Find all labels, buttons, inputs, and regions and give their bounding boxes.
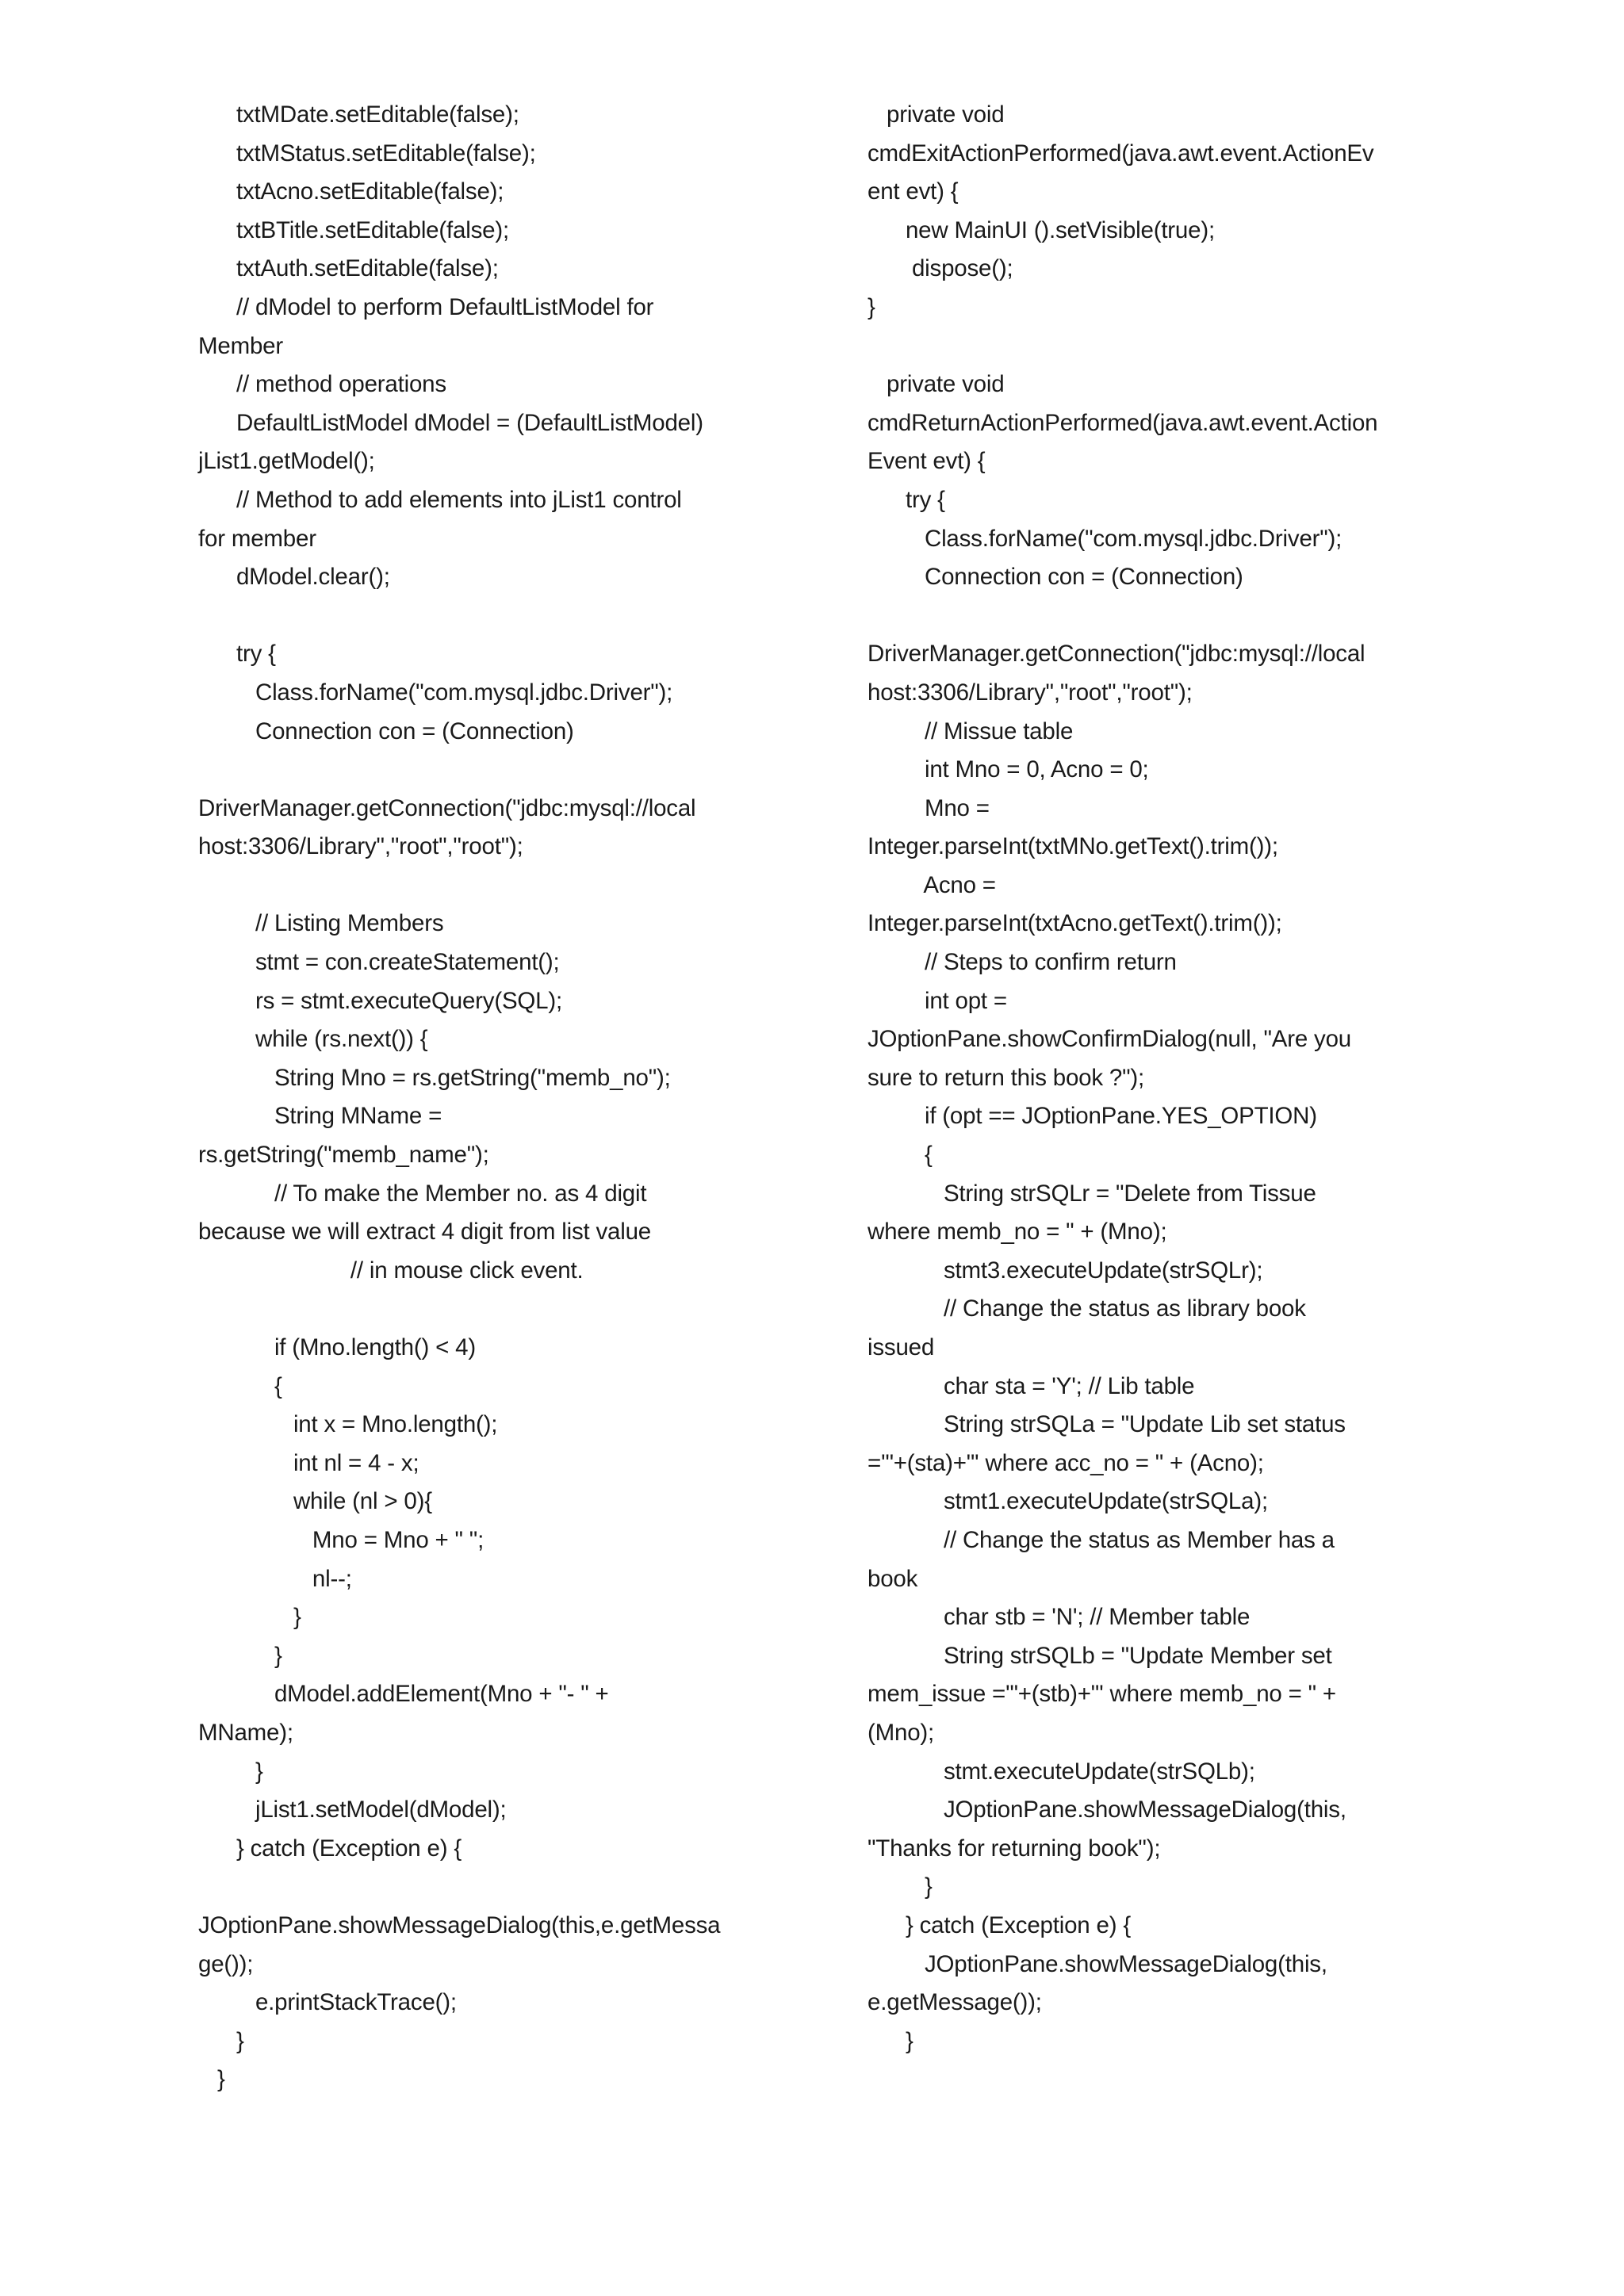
code-line: // method operations (198, 371, 446, 398)
code-line: int nl = 4 - x; (198, 1449, 419, 1476)
code-line: book (868, 1565, 918, 1592)
code-line: ge()); (198, 1950, 254, 1977)
code-line: because we will extract 4 digit from list value (198, 1219, 652, 1246)
code-line: DefaultListModel dModel = (DefaultListModel) (198, 409, 703, 436)
code-line: jList1.getModel(); (198, 448, 375, 475)
code-line: // Missue table (868, 718, 1074, 744)
code-line: // dModel to perform DefaultListModel for (198, 293, 654, 320)
code-line: txtBTitle.setEditable(false); (198, 216, 509, 243)
code-line: JOptionPane.showMessageDialog(this, (868, 1797, 1346, 1823)
code-line: for member (198, 525, 316, 552)
code-line: // Method to add elements into jList1 control (198, 486, 682, 513)
code-line: Integer.parseInt(txtAcno.getText().trim()); (868, 910, 1282, 937)
code-line: cmdExitActionPerformed(java.awt.event.ActionEv (868, 140, 1374, 166)
code-line: DriverManager.getConnection("jdbc:mysql://local (198, 794, 696, 821)
code-line: cmdReturnActionPerformed(java.awt.event.Action (868, 409, 1378, 436)
code-line: Connection con = (Connection) (198, 718, 574, 744)
code-line: (Mno); (868, 1719, 935, 1746)
code-line: txtMDate.setEditable(false); (198, 101, 519, 128)
code-line: stmt1.executeUpdate(strSQLa); (868, 1488, 1268, 1515)
code-line: issued (868, 1334, 935, 1360)
code-line: JOptionPane.showMessageDialog(this,e.getMessa (198, 1911, 721, 1938)
code-line: // Change the status as Member has a (868, 1526, 1335, 1553)
code-line: where memb_no = " + (Mno); (868, 1219, 1167, 1246)
code-column-right (868, 96, 1454, 2061)
code-line: Mno = (868, 794, 990, 821)
code-line: char sta = 'Y'; // Lib table (868, 1372, 1195, 1399)
code-line: String strSQLb = "Update Member set (868, 1642, 1332, 1669)
code-line: e.getMessage()); (868, 1989, 1042, 2016)
code-line: } (198, 2066, 225, 2093)
code-line: // Change the status as library book (868, 1295, 1306, 1322)
code-line: stmt3.executeUpdate(strSQLr); (868, 1257, 1263, 1284)
code-line: nl--; (198, 1565, 352, 1592)
code-line: txtMStatus.setEditable(false); (198, 140, 536, 166)
code-line: rs = stmt.executeQuery(SQL); (198, 987, 562, 1014)
code-line: rs.getString("memb_name"); (198, 1142, 489, 1169)
code-line: Event evt) { (868, 448, 986, 475)
code-line: } (198, 1758, 263, 1785)
code-line: while (rs.next()) { (198, 1026, 428, 1053)
code-line: String Mno = rs.getString("memb_no"); (198, 1064, 671, 1091)
code-line: } (868, 1873, 933, 1900)
code-line: JOptionPane.showMessageDialog(this, (868, 1950, 1327, 1977)
code-line: // in mouse click event. (198, 1257, 584, 1284)
code-line: DriverManager.getConnection("jdbc:mysql://local (868, 641, 1365, 668)
code-line: } (198, 2027, 244, 2054)
code-line (198, 751, 785, 790)
code-line: private void (868, 101, 1005, 128)
code-line: JOptionPane.showConfirmDialog(null, "Are you (868, 1026, 1351, 1053)
code-line: while (nl > 0){ (198, 1488, 432, 1515)
code-line: e.printStackTrace(); (198, 1989, 457, 2016)
code-line: // Steps to confirm return (868, 949, 1177, 976)
code-line: // Listing Members (198, 910, 444, 937)
code-line: String MName = (198, 1103, 442, 1130)
code-line: dispose(); (868, 255, 1013, 282)
code-line: if (opt == JOptionPane.YES_OPTION) (868, 1103, 1317, 1130)
code-line: "Thanks for returning book"); (868, 1835, 1161, 1862)
code-line: dModel.clear(); (198, 564, 390, 591)
code-line: } (868, 293, 875, 320)
code-line: ent evt) { (868, 178, 959, 205)
code-line: } catch (Exception e) { (198, 1835, 462, 1862)
code-line: char stb = 'N'; // Member table (868, 1604, 1251, 1631)
code-line: Integer.parseInt(txtMNo.getText().trim()); (868, 833, 1278, 860)
code-line: stmt.executeUpdate(strSQLb); (868, 1758, 1255, 1785)
code-line: Acno = (868, 871, 996, 898)
code-line (198, 1868, 785, 1907)
code-line: jList1.setModel(dModel); (198, 1797, 507, 1823)
code-line: Mno = Mno + " "; (198, 1526, 485, 1553)
code-line: txtAuth.setEditable(false); (198, 255, 499, 282)
code-line: try { (198, 641, 276, 668)
code-line: { (868, 1142, 933, 1169)
code-line: stmt = con.createStatement(); (198, 949, 560, 976)
code-line: { (198, 1372, 282, 1399)
code-line: host:3306/Library","root","root"); (198, 833, 523, 860)
code-line (198, 597, 785, 636)
code-line (198, 867, 785, 905)
code-line: try { (868, 486, 945, 513)
code-line: host:3306/Library","root","root"); (868, 679, 1193, 706)
code-line: new MainUI ().setVisible(true); (868, 216, 1215, 243)
code-line: } catch (Exception e) { (868, 1911, 1131, 1938)
code-line (868, 327, 1454, 366)
code-line: int Mno = 0, Acno = 0; (868, 756, 1149, 783)
code-line: Member (198, 332, 283, 359)
code-line: MName); (198, 1719, 293, 1746)
code-line: if (Mno.length() < 4) (198, 1334, 476, 1360)
code-line: String strSQLr = "Delete from Tissue (868, 1180, 1316, 1207)
code-line: int x = Mno.length(); (198, 1411, 498, 1438)
code-line: ='"+(sta)+"' where acc_no = " + (Acno); (868, 1449, 1264, 1476)
code-column-left (198, 96, 785, 2099)
code-line: Connection con = (Connection) (868, 564, 1243, 591)
code-line: // To make the Member no. as 4 digit (198, 1180, 647, 1207)
code-line: int opt = (868, 987, 1007, 1014)
code-line: private void (868, 371, 1005, 398)
code-line: } (198, 1642, 282, 1669)
code-line: } (198, 1604, 301, 1631)
code-line: Class.forName("com.mysql.jdbc.Driver"); (198, 679, 673, 706)
code-line: dModel.addElement(Mno + "- " + (198, 1681, 609, 1708)
code-line (868, 597, 1454, 636)
code-line: mem_issue ='"+(stb)+"' where memb_no = " + (868, 1681, 1336, 1708)
code-line: sure to return this book ?"); (868, 1064, 1145, 1091)
code-line: String strSQLa = "Update Lib set status (868, 1411, 1346, 1438)
code-line: } (868, 2027, 914, 2054)
code-line: txtAcno.setEditable(false); (198, 178, 504, 205)
code-line: Class.forName("com.mysql.jdbc.Driver"); (868, 525, 1342, 552)
code-line (198, 1290, 785, 1329)
